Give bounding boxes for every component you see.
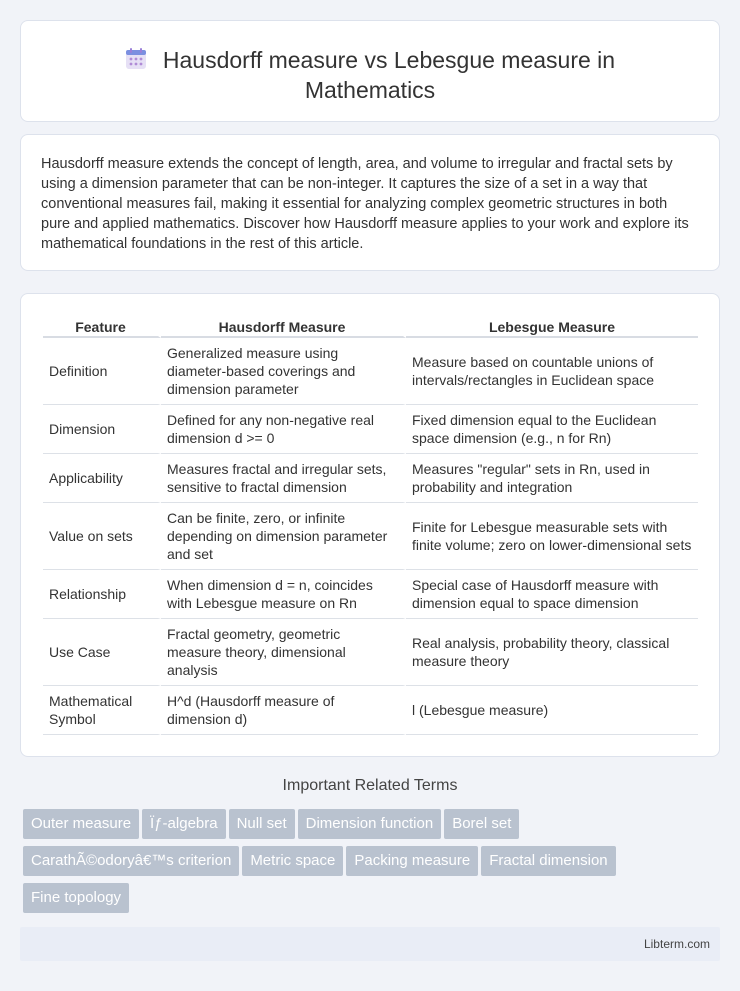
- header-hausdorff: Hausdorff Measure: [161, 308, 406, 338]
- table-row: [43, 338, 698, 405]
- intro-card: [20, 134, 720, 271]
- row-hausdorff: Can be finite, zero, or infinite depending on dimension parameter and set: [161, 503, 406, 570]
- related-terms-title: Important Related Terms: [282, 777, 458, 794]
- row-lebesgue: Special case of Hausdorff measure with dimension equal to space dimension: [406, 570, 698, 619]
- row-lebesgue: Real analysis, probability theory, classical measure theory: [406, 619, 698, 686]
- row-feature: Mathematical Symbol: [43, 686, 161, 735]
- row-feature: Applicability: [43, 454, 161, 503]
- title-line-2: Mathematics: [304, 77, 436, 103]
- comparison-table: [43, 308, 698, 735]
- row-hausdorff: H^d (Hausdorff measure of dimension d): [161, 686, 406, 735]
- row-hausdorff: Fractal geometry, geometric measure theory, dimensional analysis: [161, 619, 406, 686]
- page-title: [21, 45, 719, 105]
- related-term-tag[interactable]: Null set: [229, 809, 295, 839]
- related-term-tag[interactable]: CarathÃ©odoryâ€™s criterion: [23, 846, 239, 876]
- header-lebesgue: Lebesgue Measure: [406, 308, 698, 338]
- table-row: [43, 454, 698, 503]
- row-hausdorff: Defined for any non-negative real dimension d >= 0: [161, 405, 406, 454]
- title-line-1: Hausdorff measure vs Lebesgue measure in: [162, 47, 616, 73]
- row-lebesgue: Finite for Lebesgue measurable sets with finite volume; zero on lower-dimensional sets: [406, 503, 698, 570]
- header-feature: Feature: [43, 308, 161, 338]
- row-lebesgue: Measure based on countable unions of intervals/rectangles in Euclidean space: [406, 338, 698, 405]
- related-term-tag[interactable]: Outer measure: [23, 809, 139, 839]
- row-lebesgue: Measures "regular" sets in Rn, used in probability and integration: [406, 454, 698, 503]
- title-card: [20, 20, 720, 122]
- row-feature: Dimension: [43, 405, 161, 454]
- table-row: [43, 686, 698, 735]
- row-feature: Value on sets: [43, 503, 161, 570]
- comparison-table-card: [20, 293, 720, 757]
- related-term-tag[interactable]: Borel set: [444, 809, 519, 839]
- row-hausdorff: When dimension d = n, coincides with Lebesgue measure on Rn: [161, 570, 406, 619]
- footer-site-link[interactable]: Libterm.com: [643, 937, 710, 951]
- row-lebesgue: l (Lebesgue measure): [406, 686, 698, 735]
- intro-paragraph: Hausdorff measure extends the concept of length, area, and volume to irregular and fractal sets by using a dimension parameter that can be non-integer. It captures the size of a set in a way that conventional measures fail, making it essential for analyzing complex geometric structures in both pure and applied mathematics. Discover how Hausdorff measure applies to your work and explore its mathematical foundations in the rest of this article.: [41, 156, 689, 252]
- related-term-tag[interactable]: Fine topology: [23, 883, 129, 913]
- row-lebesgue: Fixed dimension equal to the Euclidean space dimension (e.g., n for Rn): [406, 405, 698, 454]
- related-term-tag[interactable]: Fractal dimension: [481, 846, 615, 876]
- calendar-grid-icon: [125, 48, 147, 70]
- table-row: [43, 570, 698, 619]
- row-hausdorff: Measures fractal and irregular sets, sensitive to fractal dimension: [161, 454, 406, 503]
- row-hausdorff: Generalized measure using diameter-based coverings and dimension parameter: [161, 338, 406, 405]
- row-feature: Definition: [43, 338, 161, 405]
- table-row: [43, 619, 698, 686]
- row-feature: Relationship: [43, 570, 161, 619]
- row-feature: Use Case: [43, 619, 161, 686]
- related-term-tag[interactable]: Ïƒ-algebra: [142, 809, 226, 839]
- table-header-row: [43, 308, 698, 338]
- related-terms-list: [23, 809, 713, 920]
- related-term-tag[interactable]: Packing measure: [346, 846, 478, 876]
- related-term-tag[interactable]: Dimension function: [298, 809, 442, 839]
- table-row: [43, 405, 698, 454]
- table-row: [43, 503, 698, 570]
- footer: [20, 927, 720, 961]
- related-term-tag[interactable]: Metric space: [242, 846, 343, 876]
